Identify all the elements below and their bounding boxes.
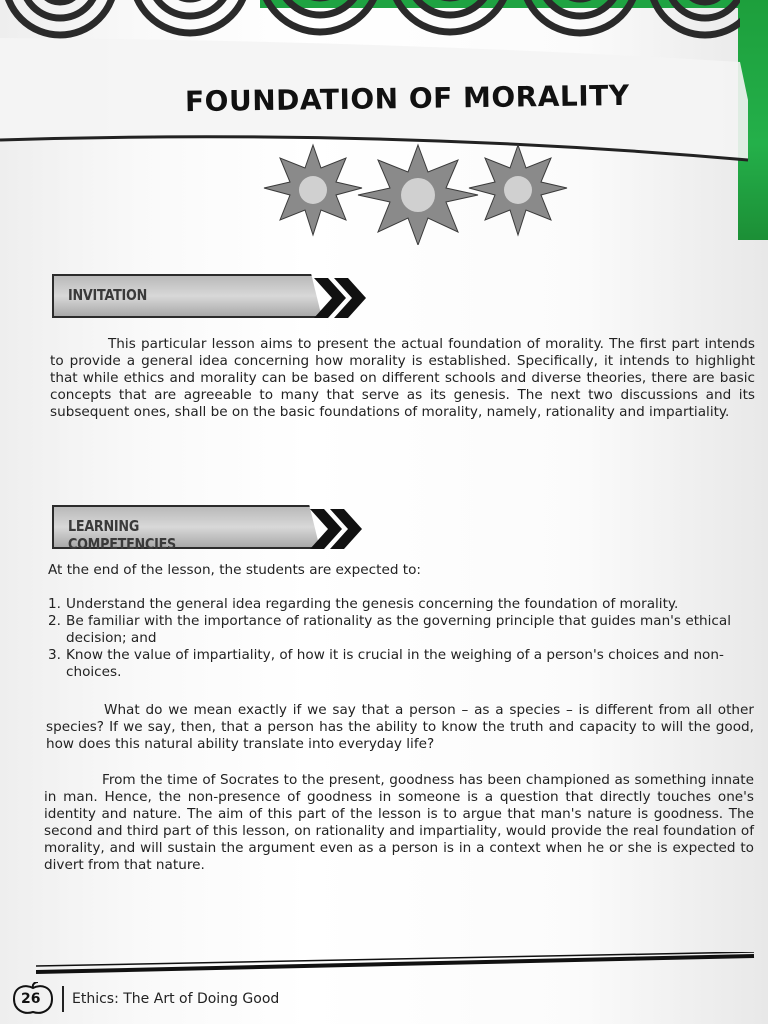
- page-footer: [10, 982, 279, 1016]
- list-text: Know the value of impartiality, of how it is crucial in the weighing of a person's choices and non-choices.: [66, 647, 724, 680]
- body-text: From the time of Socrates to the present, goodness has been championed as something innate in man. Hence, the non-presence of goodness in someone is a question that directly touches one's identity and nature. The aim of this part of the lesson is to argue that man's nature is goodness. The second and third part of this lesson, on rationality and impartiality, would provide the real foundation of morality, and will sustain the argument even as a person is in a context when he or she is expected to divert from that nature.: [44, 772, 754, 873]
- list-number: 1.: [48, 596, 61, 612]
- competencies-intro: [48, 562, 753, 579]
- chevron-right-icon: [314, 276, 370, 320]
- list-item: [48, 596, 754, 613]
- page-number: 26: [21, 991, 41, 1007]
- competencies-list: [48, 596, 754, 681]
- competencies-intro-text: At the end of the lesson, the students are expected to:: [48, 562, 422, 578]
- body-paragraph-2: [44, 772, 754, 874]
- book-title: Ethics: The Art of Doing Good: [72, 991, 280, 1007]
- invitation-text: This particular lesson aims to present the actual foundation of morality. The first part intends to provide a general idea concerning how morality is established. Specifically, it intends to highlight that while ethics and morality can be based on different schools and diverse theories, there are basic concepts that are agreeable to many that serve as its genesis. The next two discussions and its subsequent ones, shall be on the basic foundations of morality, namely, rationality and impartiality.: [50, 336, 755, 420]
- invitation-label: INVITATION: [68, 286, 148, 304]
- page-badge: [10, 982, 56, 1016]
- list-number: 3.: [48, 647, 61, 663]
- list-item: [48, 647, 754, 681]
- body-text: What do we mean exactly if we say that a person – as a species – is different from all other species? If we say, then, that a person has the ability to know the truth and capacity to will the good, how does this natural ability translate into everyday life?: [46, 702, 754, 752]
- competencies-label: LEARNING COMPETENCIES: [68, 517, 176, 553]
- list-text: Be familiar with the importance of rationality as the governing principle that guides man's ethical decision; and: [66, 613, 731, 646]
- invitation-paragraph: [50, 336, 755, 421]
- list-item: [48, 613, 754, 647]
- body-paragraph-1: [46, 702, 754, 753]
- star-ornaments: [228, 140, 598, 245]
- chevron-right-icon: [310, 507, 366, 551]
- footer-divider: [62, 986, 64, 1012]
- list-text: Understand the general idea regarding the genesis concerning the foundation of morality.: [66, 596, 679, 612]
- footer-rule: [36, 952, 756, 976]
- page-title: FOUNDATION OF MORALITY: [184, 78, 630, 119]
- list-number: 2.: [48, 613, 61, 629]
